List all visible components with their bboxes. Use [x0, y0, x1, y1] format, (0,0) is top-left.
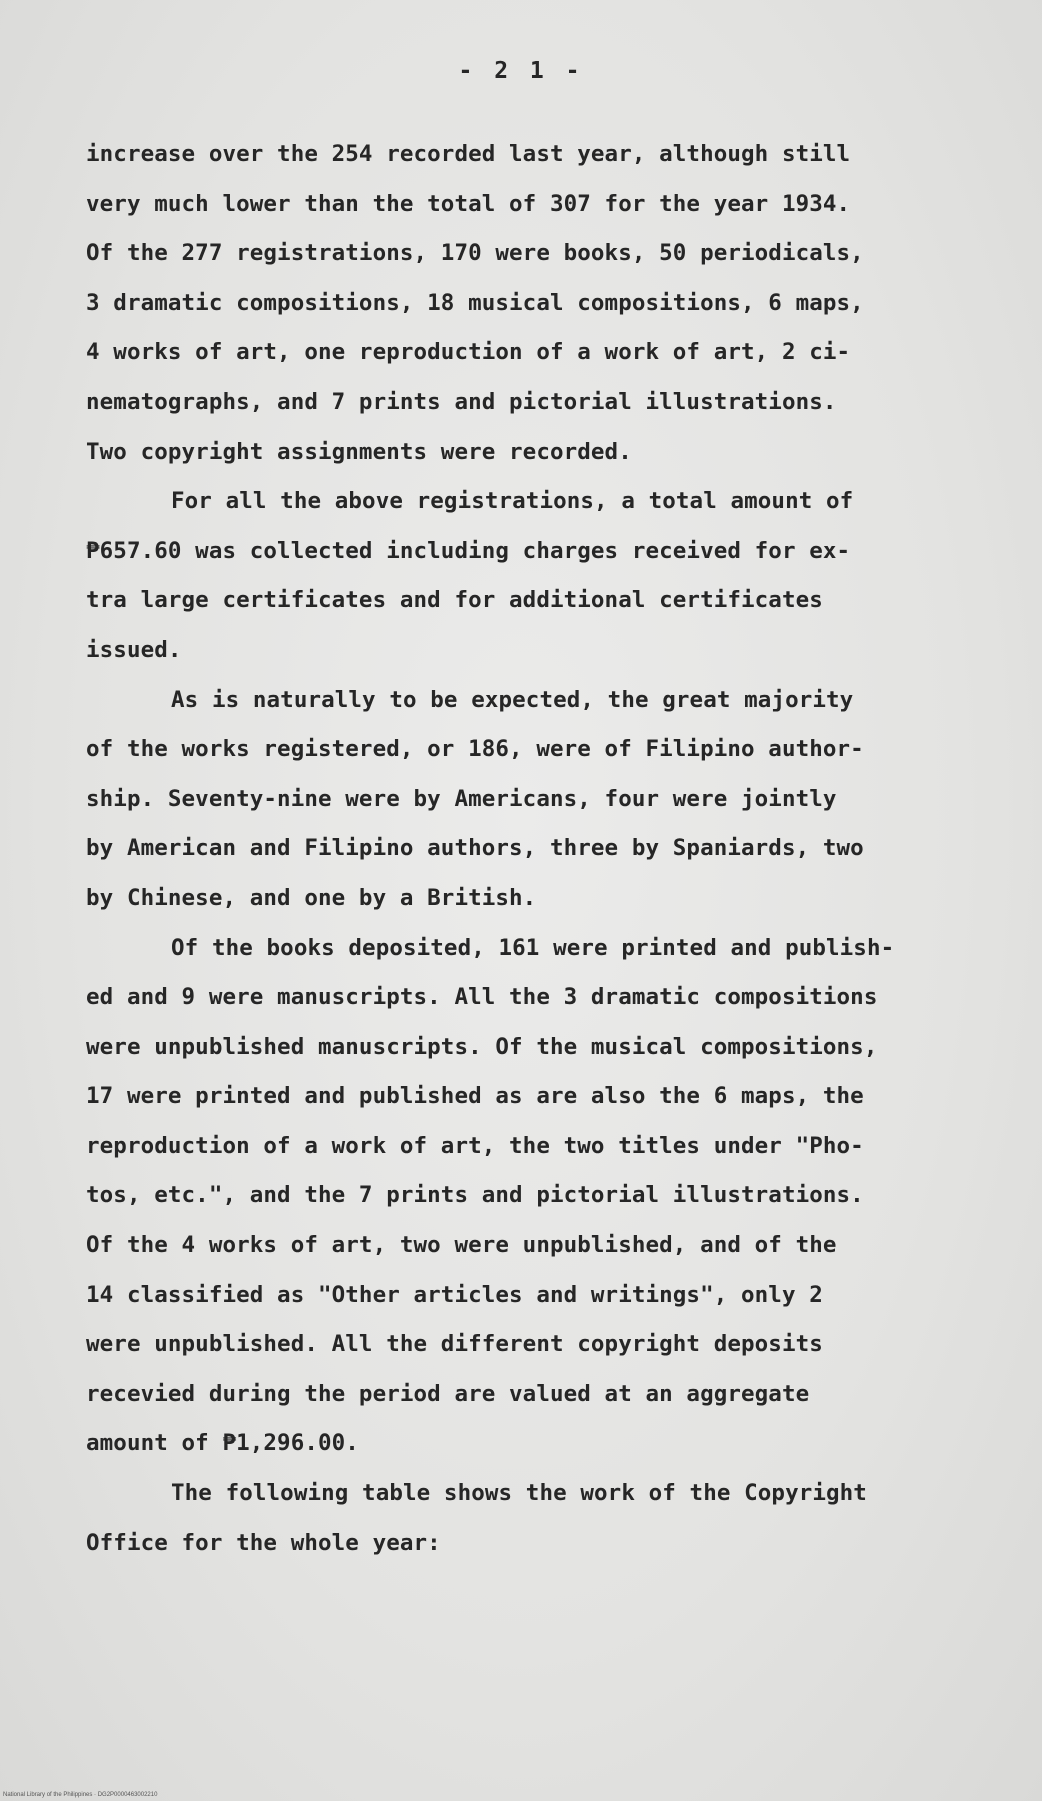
- text-line: by Chinese, and one by a British.: [86, 884, 537, 911]
- archive-footer-id: National Library of the Philippines · DG2P0000463002210: [3, 1792, 158, 1798]
- paragraph-1: [86, 130, 986, 477]
- paragraph-5: [86, 1469, 986, 1568]
- text-line: For all the above registrations, a total amount of: [171, 488, 854, 515]
- text-line: The following table shows the work of the Copyright: [171, 1480, 867, 1507]
- text-line: ed and 9 were manuscripts. All the 3 dramatic compositions: [86, 984, 878, 1011]
- paragraph-3: [86, 676, 986, 924]
- text-line: increase over the 254 recorded last year, although still: [86, 141, 851, 167]
- text-line: were unpublished manuscripts. Of the musical compositions,: [86, 1033, 878, 1060]
- text-line: ₱657.60 was collected including charges received for ex-: [86, 537, 851, 564]
- text-line: nematographs, and 7 prints and pictorial illustrations.: [86, 388, 837, 415]
- text-line: As is naturally to be expected, the great majority: [171, 686, 854, 713]
- text-line: 17 were printed and published as are also the 6 maps, the: [86, 1083, 864, 1110]
- paragraph-4: [86, 924, 986, 1470]
- text-line: were unpublished. All the different copyright deposits: [86, 1331, 823, 1358]
- text-line: ship. Seventy-nine were by Americans, four were jointly: [86, 785, 837, 812]
- text-line: Of the 4 works of art, two were unpublished, and of the: [86, 1232, 837, 1259]
- text-line: Two copyright assignments were recorded.: [86, 438, 632, 465]
- text-line: issued.: [86, 636, 182, 663]
- text-line: 3 dramatic compositions, 18 musical compositions, 6 maps,: [86, 289, 864, 316]
- text-line: tra large certificates and for additional certificates: [86, 587, 823, 614]
- page-number: - 2 1 -: [458, 58, 584, 84]
- text-line: by American and Filipino authors, three by Spaniards, two: [86, 835, 864, 862]
- text-line: very much lower than the total of 307 for the year 1934.: [86, 190, 851, 217]
- body-text: [86, 130, 986, 1568]
- paragraph-2: [86, 477, 986, 675]
- text-line: Of the 277 registrations, 170 were books, 50 periodicals,: [86, 240, 864, 267]
- text-line: tos, etc.", and the 7 prints and pictorial illustrations.: [86, 1182, 864, 1209]
- text-line: of the works registered, or 186, were of Filipino author-: [86, 736, 864, 763]
- text-line: Office for the whole year:: [86, 1529, 441, 1556]
- text-line: recevied during the period are valued at an aggregate: [86, 1380, 810, 1407]
- text-line: Of the books deposited, 161 were printed and publish-: [171, 934, 895, 961]
- text-line: 14 classified as "Other articles and writings", only 2: [86, 1281, 823, 1308]
- text-line: 4 works of art, one reproduction of a work of art, 2 ci-: [86, 339, 851, 366]
- text-line: reproduction of a work of art, the two titles under "Pho-: [86, 1132, 864, 1159]
- text-line: amount of ₱1,296.00.: [86, 1430, 359, 1457]
